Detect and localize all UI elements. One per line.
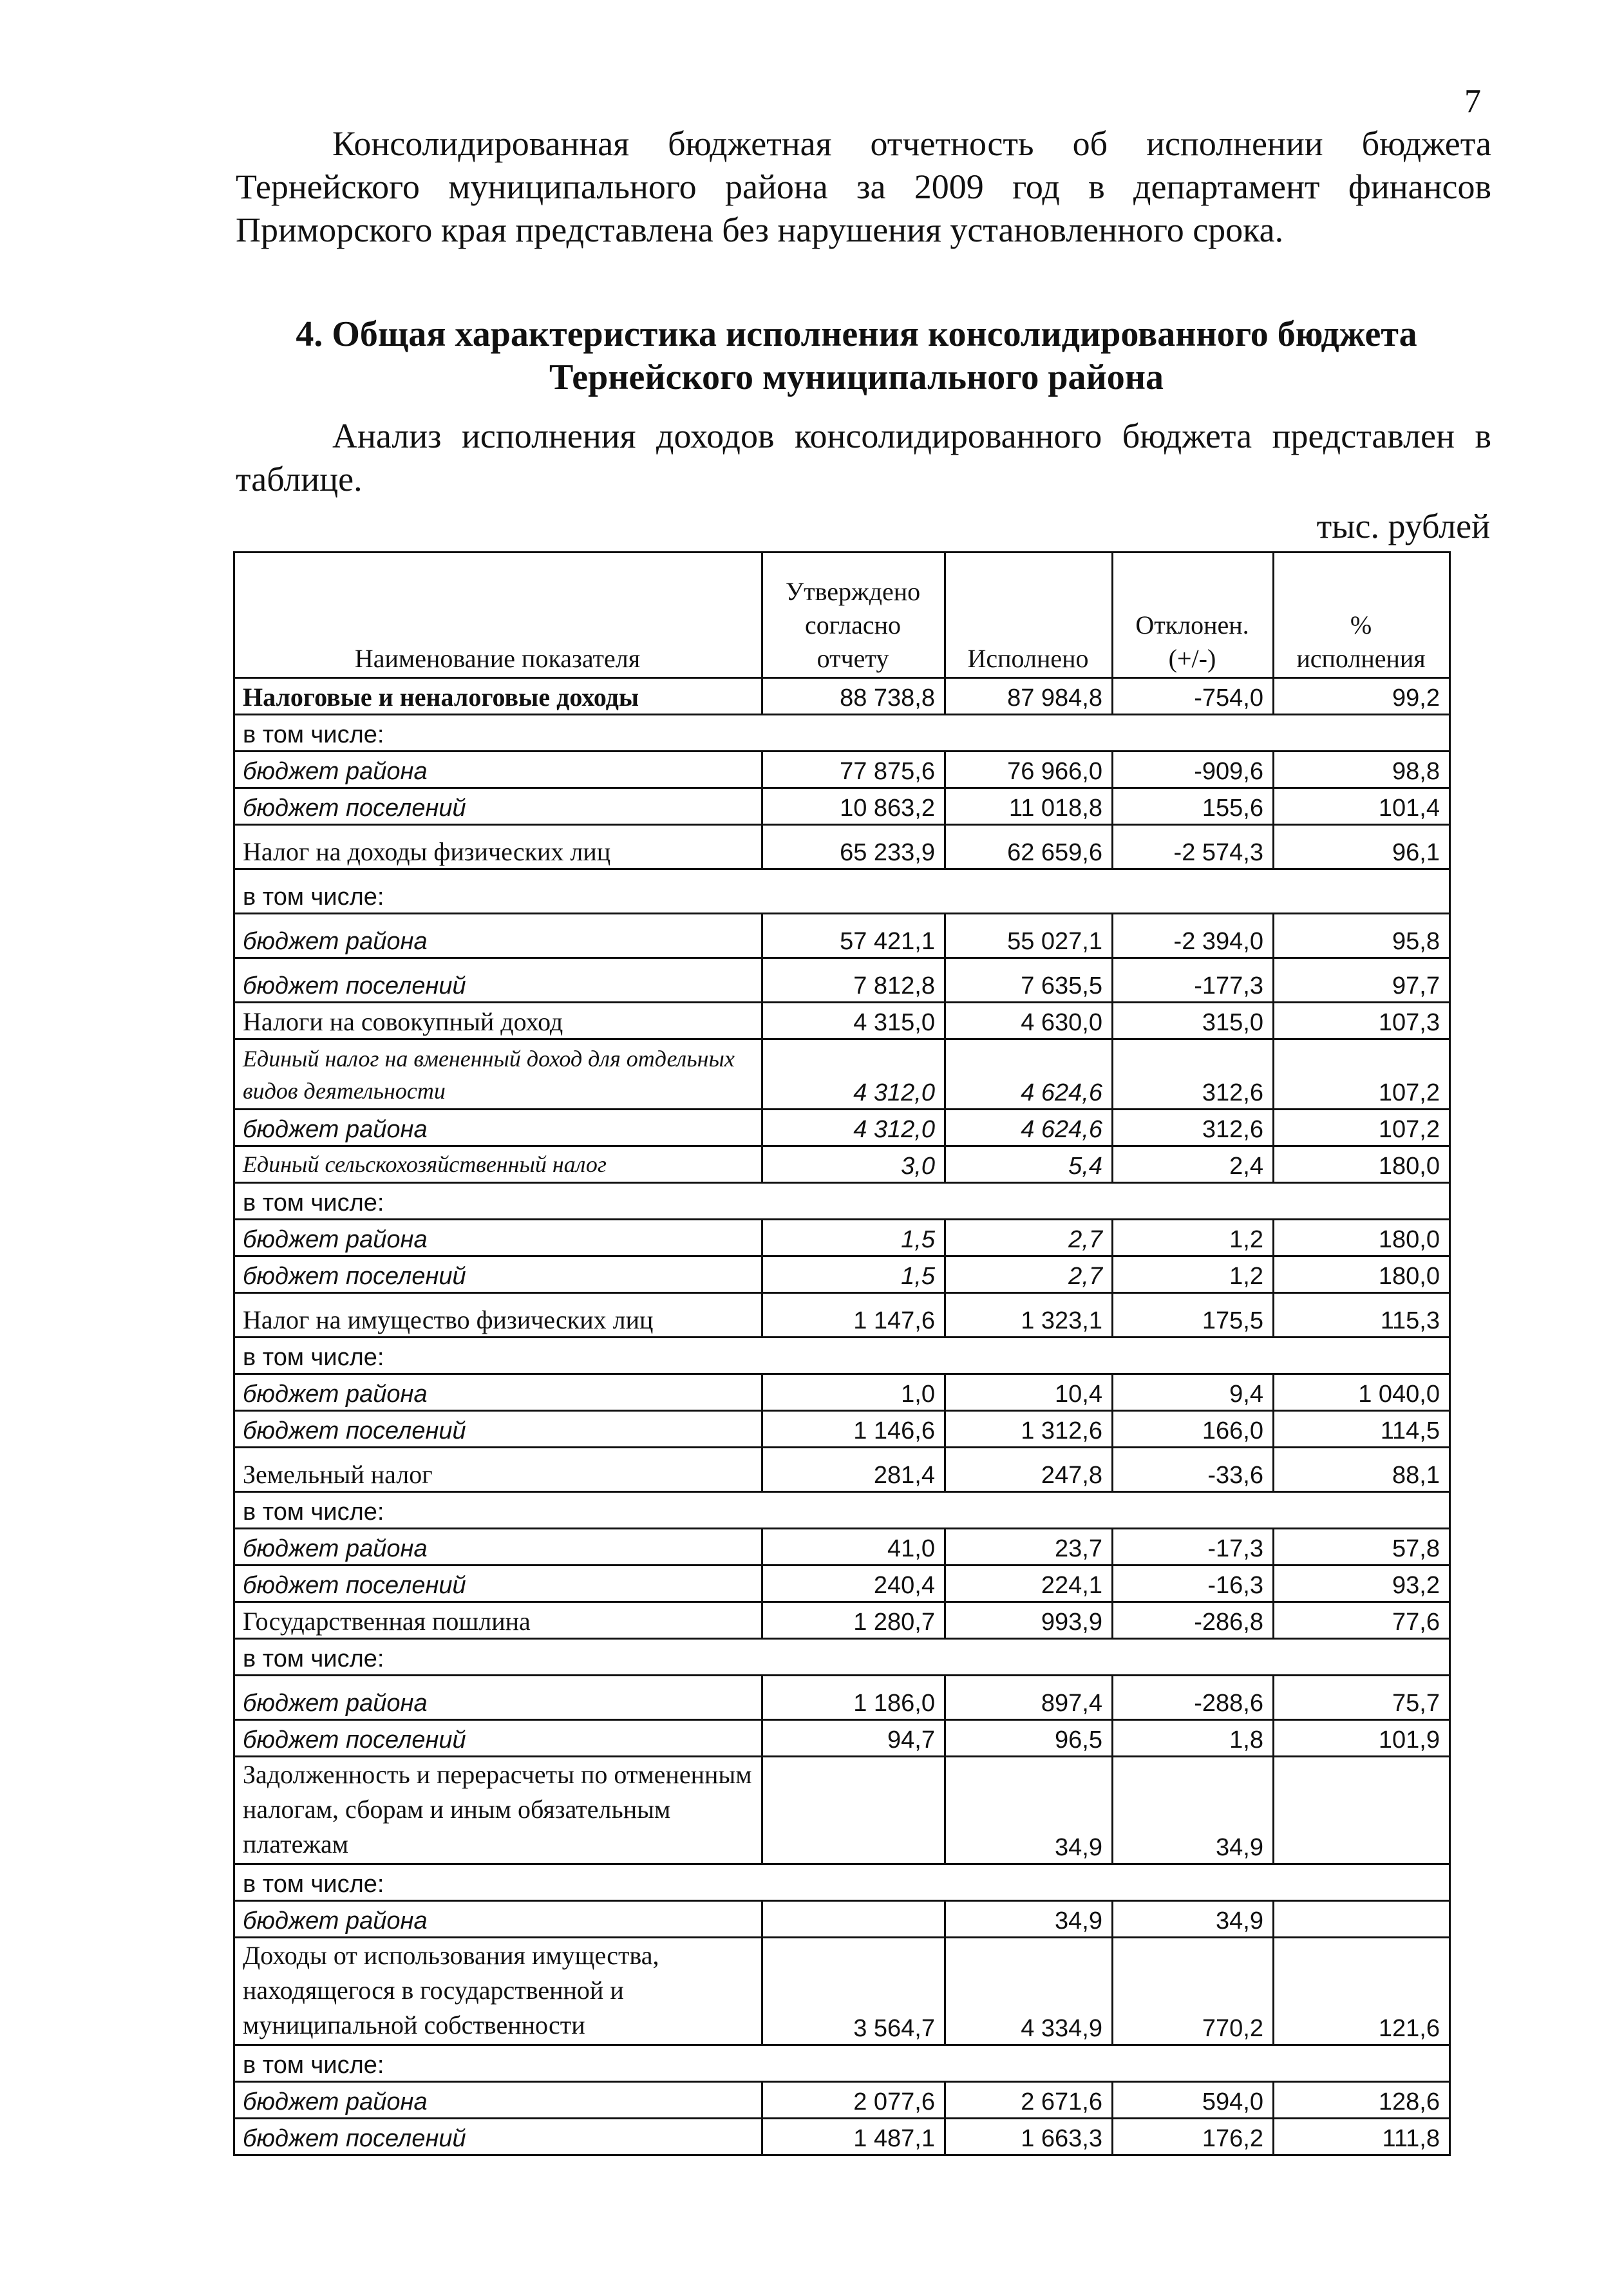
header-approved-line-2: согласно <box>804 610 901 639</box>
cell-approved: 41,0 <box>762 1529 945 1565</box>
cell-approved: 240,4 <box>762 1565 945 1602</box>
cell-percent: 121,6 <box>1274 1938 1450 2045</box>
row-name: Налог на имущество физических лиц <box>234 1293 762 1338</box>
row-name: бюджет поселений <box>234 1411 762 1448</box>
cell-deviation: 2,4 <box>1113 1146 1274 1183</box>
cell-deviation: -286,8 <box>1113 1602 1274 1639</box>
row-name: в том числе: <box>234 715 1450 752</box>
table-row <box>234 1256 1450 1293</box>
header-approved <box>762 553 945 678</box>
table-row <box>234 752 1450 788</box>
cell-deviation: -33,6 <box>1113 1448 1274 1492</box>
cell-executed: 96,5 <box>945 1720 1113 1757</box>
cell-deviation: -2 574,3 <box>1113 825 1274 869</box>
cell-percent: 97,7 <box>1274 958 1450 1003</box>
cell-approved: 65 233,9 <box>762 825 945 869</box>
cell-percent <box>1274 1757 1450 1864</box>
cell-deviation: 312,6 <box>1113 1110 1274 1146</box>
row-name: бюджет поселений <box>234 788 762 825</box>
cell-deviation: 315,0 <box>1113 1003 1274 1039</box>
cell-percent: 114,5 <box>1274 1411 1450 1448</box>
cell-executed: 224,1 <box>945 1565 1113 1602</box>
cell-percent: 57,8 <box>1274 1529 1450 1565</box>
header-approved-line-3: отчету <box>817 644 889 673</box>
cell-executed: 897,4 <box>945 1676 1113 1720</box>
cell-approved: 3,0 <box>762 1146 945 1183</box>
cell-percent: 180,0 <box>1274 1256 1450 1293</box>
cell-percent: 107,2 <box>1274 1039 1450 1110</box>
cell-approved: 2 077,6 <box>762 2082 945 2119</box>
cell-deviation: -2 394,0 <box>1113 914 1274 958</box>
cell-deviation: 594,0 <box>1113 2082 1274 2119</box>
cell-executed: 11 018,8 <box>945 788 1113 825</box>
row-name: бюджет района <box>234 1220 762 1256</box>
cell-executed: 10,4 <box>945 1374 1113 1411</box>
header-percent <box>1274 553 1450 678</box>
cell-percent <box>1274 1901 1450 1938</box>
cell-approved: 1,5 <box>762 1256 945 1293</box>
cell-approved: 4 312,0 <box>762 1110 945 1146</box>
cell-percent: 93,2 <box>1274 1565 1450 1602</box>
row-name: Налоги на совокупный доход <box>234 1003 762 1039</box>
row-name: бюджет района <box>234 1110 762 1146</box>
row-name: Единый сельскохозяйственный налог <box>234 1146 762 1183</box>
cell-percent: 98,8 <box>1274 752 1450 788</box>
cell-percent: 180,0 <box>1274 1146 1450 1183</box>
cell-approved: 77 875,6 <box>762 752 945 788</box>
cell-deviation: 1,2 <box>1113 1256 1274 1293</box>
analysis-paragraph: Анализ исполнения доходов консолидированного бюджета представлен в таблице. <box>236 417 1491 498</box>
table-row <box>234 2119 1450 2155</box>
table-row <box>234 2082 1450 2119</box>
cell-approved: 1 487,1 <box>762 2119 945 2155</box>
row-name: бюджет поселений <box>234 958 762 1003</box>
cell-executed: 4 624,6 <box>945 1110 1113 1146</box>
cell-percent: 1 040,0 <box>1274 1374 1450 1411</box>
cell-executed: 87 984,8 <box>945 678 1113 715</box>
cell-percent: 77,6 <box>1274 1602 1450 1639</box>
table-row <box>234 1492 1450 1529</box>
cell-approved: 1 186,0 <box>762 1676 945 1720</box>
row-name: бюджет района <box>234 1374 762 1411</box>
table-header-row <box>234 553 1450 678</box>
row-name: бюджет поселений <box>234 2119 762 2155</box>
header-deviation-line-1: Отклонен. <box>1135 610 1249 639</box>
page-number: 7 <box>1464 83 1481 120</box>
row-name: бюджет поселений <box>234 1565 762 1602</box>
row-name: Налоговые и неналоговые доходы <box>234 678 762 715</box>
cell-deviation: 312,6 <box>1113 1039 1274 1110</box>
cell-deviation: -17,3 <box>1113 1529 1274 1565</box>
cell-executed: 2,7 <box>945 1220 1113 1256</box>
table-row <box>234 869 1450 914</box>
table-row <box>234 1757 1450 1864</box>
cell-executed: 1 663,3 <box>945 2119 1113 2155</box>
cell-percent: 115,3 <box>1274 1293 1450 1338</box>
table-row <box>234 825 1450 869</box>
cell-executed: 2 671,6 <box>945 2082 1113 2119</box>
cell-deviation: 1,8 <box>1113 1720 1274 1757</box>
cell-percent: 107,3 <box>1274 1003 1450 1039</box>
cell-executed: 4 624,6 <box>945 1039 1113 1110</box>
cell-executed: 1 323,1 <box>945 1293 1113 1338</box>
cell-executed: 7 635,5 <box>945 958 1113 1003</box>
table-row <box>234 1864 1450 1901</box>
cell-percent: 75,7 <box>1274 1676 1450 1720</box>
cell-approved: 1,5 <box>762 1220 945 1256</box>
header-percent-line-2: исполнения <box>1296 644 1426 673</box>
cell-executed: 5,4 <box>945 1146 1113 1183</box>
table-row <box>234 1003 1450 1039</box>
cell-percent: 107,2 <box>1274 1110 1450 1146</box>
row-name: бюджет района <box>234 752 762 788</box>
cell-percent: 101,9 <box>1274 1720 1450 1757</box>
cell-approved: 57 421,1 <box>762 914 945 958</box>
table-row <box>234 1183 1450 1220</box>
header-deviation <box>1113 553 1274 678</box>
row-name: Задолженность и перерасчеты по отмененным налогам, сборам и иным обязательным платежам <box>234 1757 762 1864</box>
cell-approved: 1 146,6 <box>762 1411 945 1448</box>
table-row <box>234 1938 1450 2045</box>
table-row <box>234 1901 1450 1938</box>
cell-deviation: -909,6 <box>1113 752 1274 788</box>
row-name: бюджет района <box>234 2082 762 2119</box>
table-row <box>234 678 1450 715</box>
cell-executed: 76 966,0 <box>945 752 1113 788</box>
table-row <box>234 1338 1450 1374</box>
cell-approved: 1 147,6 <box>762 1293 945 1338</box>
row-name: бюджет района <box>234 1676 762 1720</box>
row-name: в том числе: <box>234 1639 1450 1676</box>
cell-deviation: 34,9 <box>1113 1901 1274 1938</box>
cell-deviation: 770,2 <box>1113 1938 1274 2045</box>
row-name: Единый налог на вмененный доход для отдельных видов деятельности <box>234 1039 762 1110</box>
cell-executed: 4 630,0 <box>945 1003 1113 1039</box>
row-name: в том числе: <box>234 869 1450 914</box>
cell-percent: 95,8 <box>1274 914 1450 958</box>
row-name: в том числе: <box>234 1183 1450 1220</box>
table-row <box>234 1293 1450 1338</box>
table-row <box>234 715 1450 752</box>
cell-executed: 34,9 <box>945 1901 1113 1938</box>
row-name: Государственная пошлина <box>234 1602 762 1639</box>
row-name: Доходы от использования имущества, находящегося в государственной и муниципальной собственности <box>234 1938 762 2045</box>
table-row <box>234 914 1450 958</box>
cell-executed: 1 312,6 <box>945 1411 1113 1448</box>
cell-executed: 23,7 <box>945 1529 1113 1565</box>
cell-executed: 247,8 <box>945 1448 1113 1492</box>
cell-approved: 4 315,0 <box>762 1003 945 1039</box>
cell-approved: 10 863,2 <box>762 788 945 825</box>
cell-percent: 88,1 <box>1274 1448 1450 1492</box>
table-row <box>234 1720 1450 1757</box>
cell-deviation: -177,3 <box>1113 958 1274 1003</box>
table-row <box>234 788 1450 825</box>
header-deviation-line-2: (+/-) <box>1168 644 1216 673</box>
cell-approved: 4 312,0 <box>762 1039 945 1110</box>
row-name: в том числе: <box>234 1338 1450 1374</box>
cell-percent: 128,6 <box>1274 2082 1450 2119</box>
row-name: Налог на доходы физических лиц <box>234 825 762 869</box>
table-row <box>234 1676 1450 1720</box>
table-row <box>234 1529 1450 1565</box>
cell-percent: 96,1 <box>1274 825 1450 869</box>
cell-approved: 1 280,7 <box>762 1602 945 1639</box>
header-percent-line-1: % <box>1350 610 1372 639</box>
row-name: бюджет района <box>234 914 762 958</box>
table-row <box>234 1639 1450 1676</box>
cell-approved <box>762 1901 945 1938</box>
intro-paragraph: Консолидированная бюджетная отчетность об исполнении бюджета Тернейского муниципального района за 2009 год в департамент финансов Приморского края представлена без нарушения установленного срока. <box>236 124 1491 249</box>
cell-deviation: -754,0 <box>1113 678 1274 715</box>
table-row <box>234 1039 1450 1110</box>
cell-approved: 88 738,8 <box>762 678 945 715</box>
cell-approved <box>762 1757 945 1864</box>
cell-approved: 94,7 <box>762 1720 945 1757</box>
table-row <box>234 1565 1450 1602</box>
cell-percent: 99,2 <box>1274 678 1450 715</box>
cell-executed: 2,7 <box>945 1256 1113 1293</box>
table-row <box>234 1411 1450 1448</box>
cell-deviation: -288,6 <box>1113 1676 1274 1720</box>
row-name: в том числе: <box>234 1492 1450 1529</box>
header-name: Наименование показателя <box>234 553 762 678</box>
table-row <box>234 1110 1450 1146</box>
cell-approved: 281,4 <box>762 1448 945 1492</box>
row-name: бюджет поселений <box>234 1256 762 1293</box>
cell-percent: 111,8 <box>1274 2119 1450 2155</box>
header-executed: Исполнено <box>945 553 1113 678</box>
table-row <box>234 958 1450 1003</box>
cell-deviation: -16,3 <box>1113 1565 1274 1602</box>
table-row <box>234 1220 1450 1256</box>
cell-percent: 180,0 <box>1274 1220 1450 1256</box>
row-name: в том числе: <box>234 1864 1450 1901</box>
revenue-table <box>233 551 1451 2156</box>
cell-deviation: 9,4 <box>1113 1374 1274 1411</box>
row-name: бюджет района <box>234 1901 762 1938</box>
cell-executed: 62 659,6 <box>945 825 1113 869</box>
row-name: бюджет района <box>234 1529 762 1565</box>
row-name: в том числе: <box>234 2045 1450 2082</box>
table-row <box>234 1602 1450 1639</box>
table-row <box>234 2045 1450 2082</box>
cell-executed: 4 334,9 <box>945 1938 1113 2045</box>
units-label: тыс. рублей <box>1316 507 1490 545</box>
cell-approved: 1,0 <box>762 1374 945 1411</box>
row-name: бюджет поселений <box>234 1720 762 1757</box>
cell-approved: 3 564,7 <box>762 1938 945 2045</box>
cell-deviation: 176,2 <box>1113 2119 1274 2155</box>
cell-percent: 101,4 <box>1274 788 1450 825</box>
section-title-line-1: 4. Общая характеристика исполнения консолидированного бюджета <box>296 314 1417 354</box>
cell-deviation: 1,2 <box>1113 1220 1274 1256</box>
header-approved-line-1: Утверждено <box>785 577 921 606</box>
cell-deviation: 175,5 <box>1113 1293 1274 1338</box>
cell-executed: 993,9 <box>945 1602 1113 1639</box>
row-name: Земельный налог <box>234 1448 762 1492</box>
section-title-line-2: Тернейского муниципального района <box>549 357 1164 397</box>
cell-deviation: 34,9 <box>1113 1757 1274 1864</box>
section-title <box>245 313 1468 399</box>
cell-approved: 7 812,8 <box>762 958 945 1003</box>
table-row <box>234 1374 1450 1411</box>
cell-executed: 55 027,1 <box>945 914 1113 958</box>
table-row <box>234 1146 1450 1183</box>
cell-deviation: 155,6 <box>1113 788 1274 825</box>
cell-deviation: 166,0 <box>1113 1411 1274 1448</box>
table-row <box>234 1448 1450 1492</box>
cell-executed: 34,9 <box>945 1757 1113 1864</box>
